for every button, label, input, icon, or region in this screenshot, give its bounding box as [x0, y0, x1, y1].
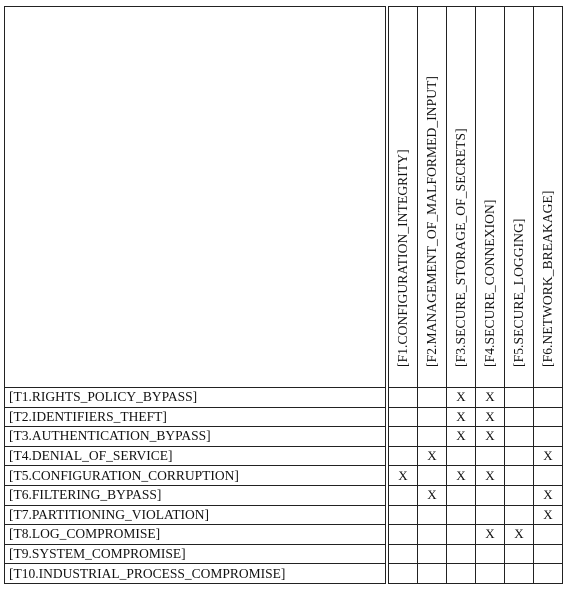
matrix-cell: X [476, 466, 505, 486]
column-header-label: [F4.SECURE_CONNEXION] [482, 199, 497, 367]
matrix-cell [534, 544, 563, 564]
matrix-cell: X [534, 446, 563, 466]
matrix-cell [534, 427, 563, 447]
column-header [418, 7, 447, 388]
matrix-cell [447, 485, 476, 505]
matrix-cell [387, 505, 418, 525]
matrix-cell [418, 427, 447, 447]
table-row [5, 466, 563, 486]
matrix-cell [387, 446, 418, 466]
matrix-cell [534, 407, 563, 427]
matrix-cell [505, 466, 534, 486]
matrix-cell [418, 525, 447, 545]
table-row [5, 505, 563, 525]
column-header-label: [F5.SECURE_LOGGING] [511, 218, 526, 367]
matrix-cell: X [534, 485, 563, 505]
row-header: [T10.INDUSTRIAL_PROCESS_COMPROMISE] [5, 564, 388, 584]
column-header-row [5, 7, 563, 388]
matrix-cell: X [447, 427, 476, 447]
threat-function-matrix [4, 6, 563, 584]
matrix-cell [534, 466, 563, 486]
row-header: [T8.LOG_COMPROMISE] [5, 525, 388, 545]
matrix-cell: X [476, 427, 505, 447]
matrix-cell: X [476, 388, 505, 408]
column-header [387, 7, 418, 388]
matrix-cell [387, 485, 418, 505]
matrix-cell [447, 544, 476, 564]
matrix-cell [387, 564, 418, 584]
matrix-cell [505, 388, 534, 408]
matrix-cell [505, 564, 534, 584]
matrix-cell [505, 505, 534, 525]
matrix-cell [447, 564, 476, 584]
row-header: [T1.RIGHTS_POLICY_BYPASS] [5, 388, 388, 408]
matrix-cell [505, 544, 534, 564]
table-row [5, 446, 563, 466]
matrix-cell [447, 446, 476, 466]
matrix-cell [505, 485, 534, 505]
matrix-body [5, 388, 563, 584]
matrix-cell: X [447, 388, 476, 408]
matrix-cell [387, 525, 418, 545]
column-header-label: [F6.NETWORK_BREAKAGE] [540, 190, 555, 367]
matrix-cell: X [387, 466, 418, 486]
corner-cell [5, 7, 388, 388]
matrix-cell [418, 466, 447, 486]
matrix-cell: X [534, 505, 563, 525]
column-header-label: [F3.SECURE_STORAGE_OF_SECRETS] [453, 128, 468, 367]
matrix-cell [476, 446, 505, 466]
matrix-cell: X [447, 407, 476, 427]
table-row [5, 544, 563, 564]
matrix-cell [387, 388, 418, 408]
matrix-cell [505, 407, 534, 427]
row-header: [T4.DENIAL_OF_SERVICE] [5, 446, 388, 466]
matrix-cell [505, 427, 534, 447]
matrix-cell [387, 427, 418, 447]
matrix-cell [447, 525, 476, 545]
matrix-cell: X [447, 466, 476, 486]
matrix-cell [476, 564, 505, 584]
table-row [5, 564, 563, 584]
column-header [447, 7, 476, 388]
column-header-label: [F2.MANAGEMENT_OF_MALFORMED_INPUT] [424, 75, 439, 367]
column-header-label: [F1.CONFIGURATION_INTEGRITY] [395, 149, 410, 367]
row-header: [T7.PARTITIONING_VIOLATION] [5, 505, 388, 525]
row-header: [T5.CONFIGURATION_CORRUPTION] [5, 466, 388, 486]
table-row [5, 427, 563, 447]
matrix-cell [418, 407, 447, 427]
matrix-cell [534, 388, 563, 408]
matrix-cell [476, 485, 505, 505]
matrix-cell: X [476, 525, 505, 545]
matrix-cell [534, 564, 563, 584]
matrix-cell [505, 446, 534, 466]
matrix-cell [447, 505, 476, 525]
table-row [5, 388, 563, 408]
table-row [5, 525, 563, 545]
matrix-cell [418, 505, 447, 525]
matrix-cell: X [476, 407, 505, 427]
matrix-cell [476, 544, 505, 564]
matrix-cell [534, 525, 563, 545]
matrix-cell: X [505, 525, 534, 545]
row-header: [T6.FILTERING_BYPASS] [5, 485, 388, 505]
row-header: [T2.IDENTIFIERS_THEFT] [5, 407, 388, 427]
matrix-cell: X [418, 446, 447, 466]
row-header: [T3.AUTHENTICATION_BYPASS] [5, 427, 388, 447]
matrix-cell [387, 544, 418, 564]
table-row [5, 407, 563, 427]
table-row [5, 485, 563, 505]
matrix-cell [418, 388, 447, 408]
matrix-cell [387, 407, 418, 427]
column-header [505, 7, 534, 388]
column-header [476, 7, 505, 388]
matrix-cell [476, 505, 505, 525]
matrix-cell [418, 544, 447, 564]
row-header: [T9.SYSTEM_COMPROMISE] [5, 544, 388, 564]
matrix-cell [418, 564, 447, 584]
matrix-cell: X [418, 485, 447, 505]
column-header [534, 7, 563, 388]
